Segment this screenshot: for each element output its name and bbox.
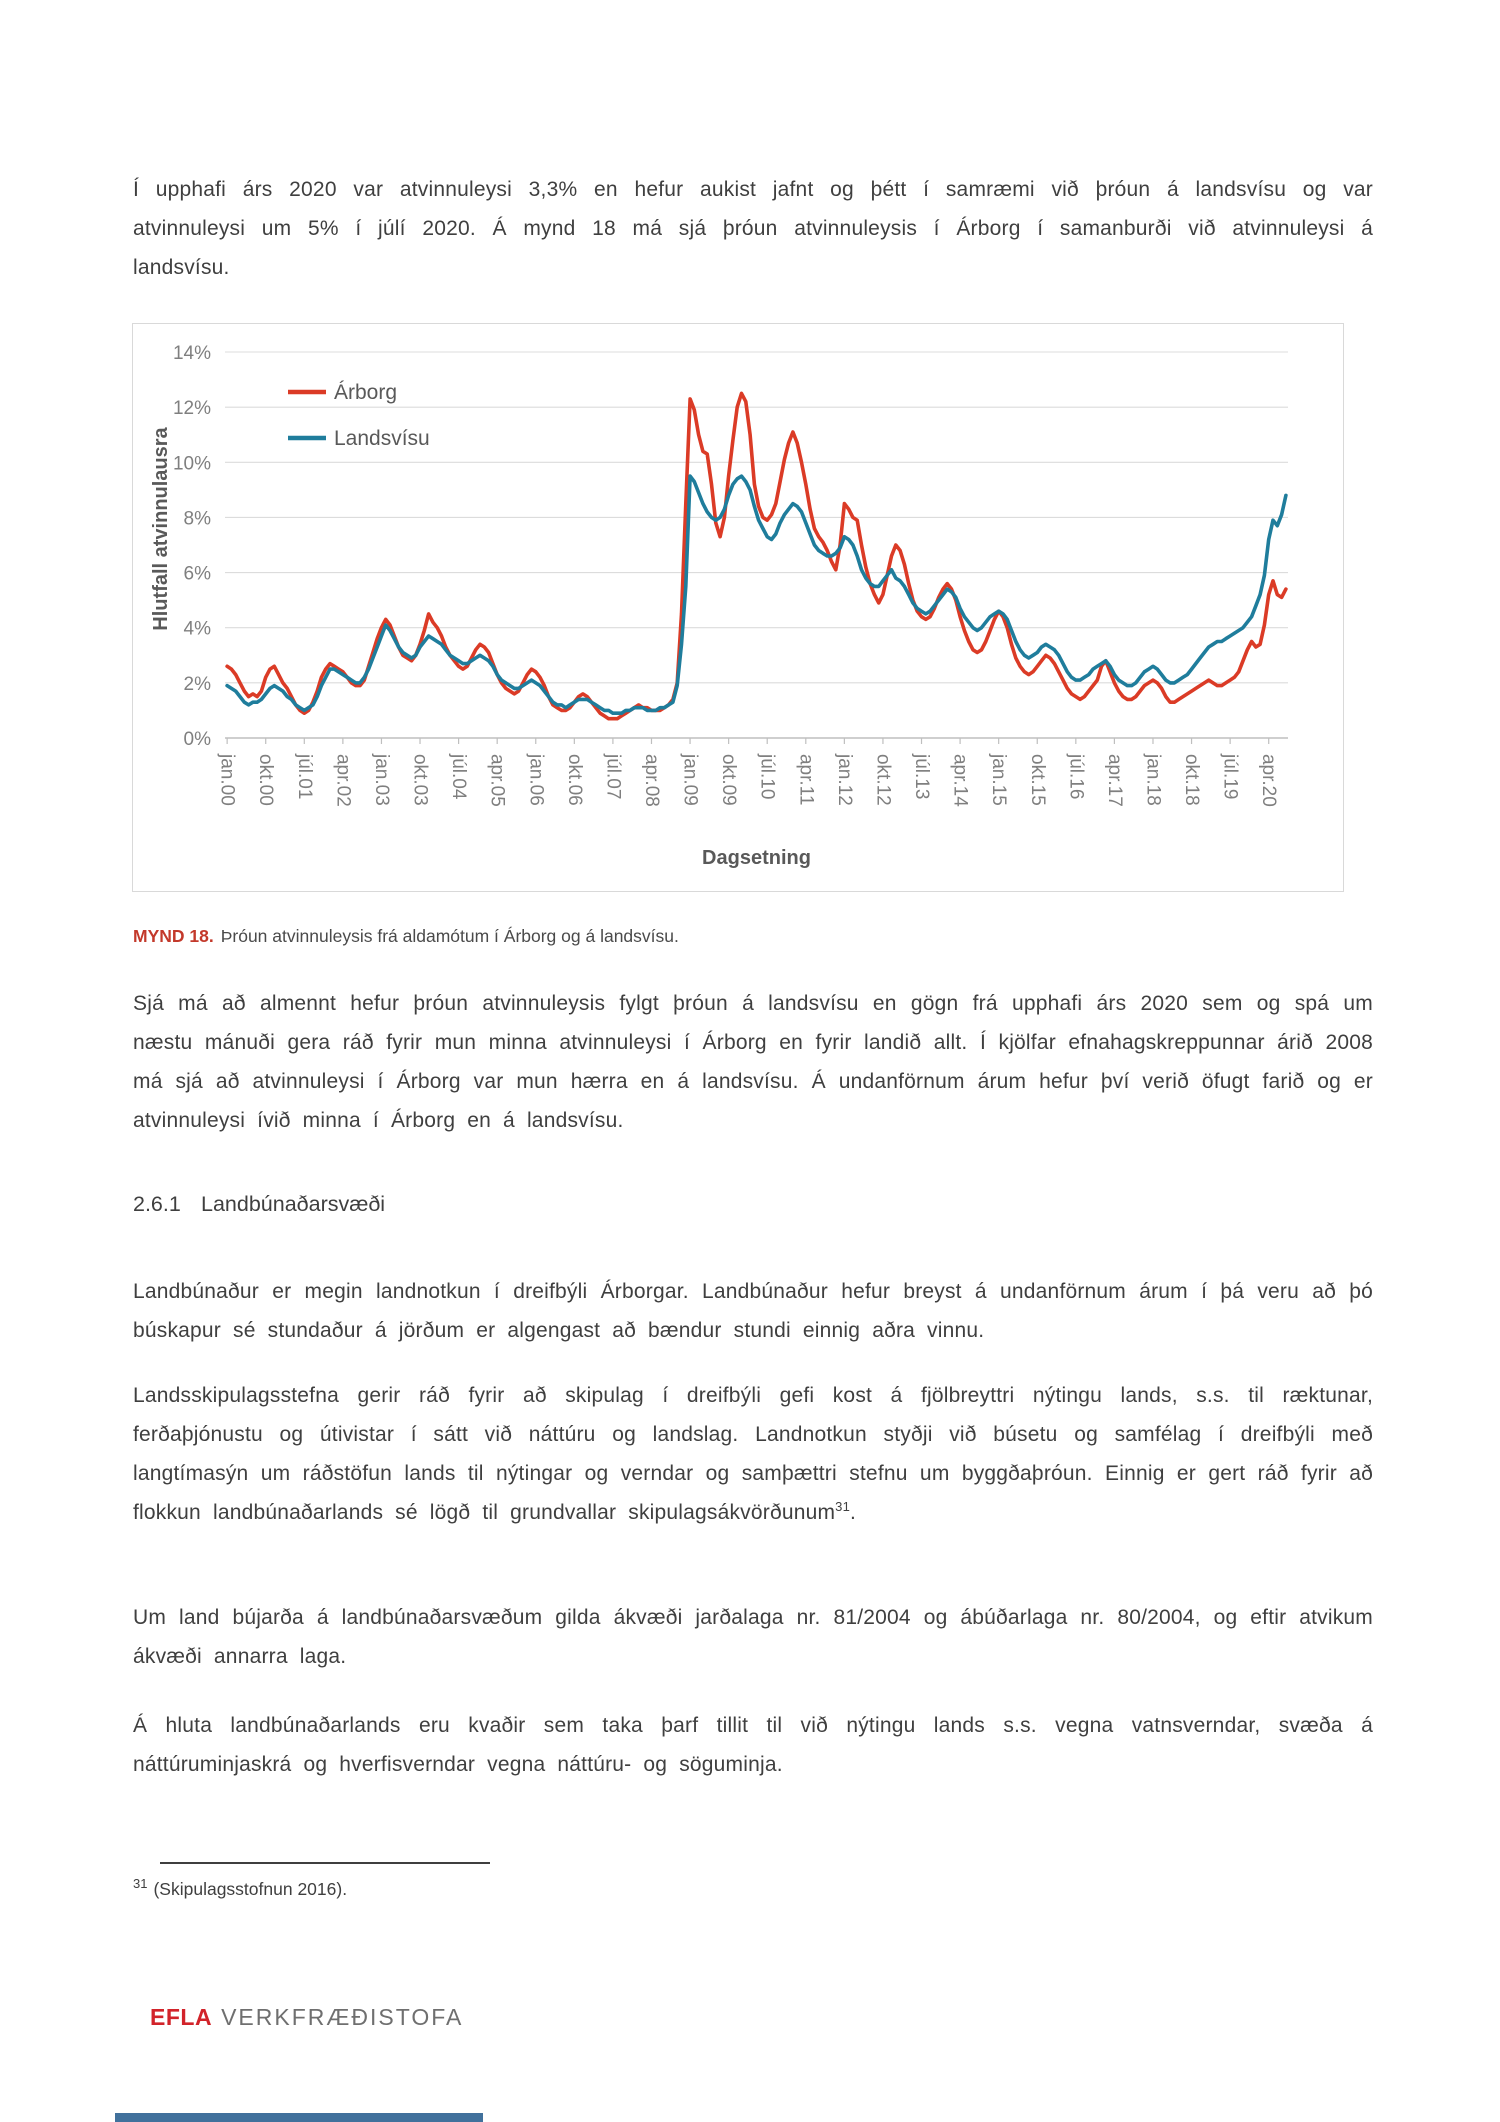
svg-text:okt.06: okt.06 [563,754,585,806]
svg-text:júl.19: júl.19 [1219,754,1241,800]
footnote-number: 31 [133,1876,148,1892]
svg-text:apr.14: apr.14 [949,754,971,807]
svg-text:júl.07: júl.07 [602,754,624,800]
svg-text:okt.00: okt.00 [255,754,277,806]
svg-text:6%: 6% [183,563,211,585]
agriculture-paragraph-2-text: Landsskipulagsstefna gerir ráð fyrir að skipulag í dreifbýli gefi kost á fjölbreyttri nýtingu lands, s.s. til ræktunar, ferðaþjónustu og útivistar í sátt við náttúru og landslag. Landnotkun styðji við búsetu og samfélag í dreifbýli með langtímasýn um ráðstöfun lands til nýtingar og verndar og samþættri stefnu um byggðaþróun. Einnig er gert ráð fyrir að flokkun landbúnaðarlands sé lögð til grundvallar skipulagsákvörðunum [133,1384,1373,1524]
svg-text:jan.12: jan.12 [833,754,855,806]
agriculture-paragraph-4: Á hluta landbúnaðarlands eru kvaðir sem taka þarf tillit til við nýtingu lands s.s. vegna vatnsverndar, svæða á náttúruminjaskrá og hverfisverndar vegna náttúru- og söguminja. [133,1714,1373,1776]
footnote [133,1876,1373,1902]
svg-text:jan.18: jan.18 [1142,754,1164,806]
svg-text:okt.15: okt.15 [1026,754,1048,806]
svg-text:okt.03: okt.03 [409,754,431,806]
figure-18-chart [132,323,1344,892]
figure-caption-text: Þróun atvinnuleysis frá aldamótum í Árborg og á landsvísu. [220,926,679,946]
svg-text:júl.04: júl.04 [448,754,470,800]
svg-text:apr.20: apr.20 [1258,754,1280,807]
intro-paragraph: Í upphafi árs 2020 var atvinnuleysi 3,3% en hefur aukist jafnt og þétt í samræmi við þróun á landsvísu og var atvinnuleysi um 5% í júlí 2020. Á mynd 18 má sjá þróun atvinnuleysis í Árborg í samanburði við atvinnuleysi á landsvísu. [133,178,1373,279]
svg-text:Dagsetning: Dagsetning [702,847,811,869]
svg-text:4%: 4% [183,618,211,640]
svg-text:okt.09: okt.09 [718,754,740,806]
svg-text:jan.03: jan.03 [370,754,392,806]
svg-text:8%: 8% [183,508,211,530]
svg-text:jan.15: jan.15 [988,754,1010,806]
svg-text:0%: 0% [183,729,211,750]
svg-text:jan.06: jan.06 [525,754,547,806]
analysis-paragraph: Sjá má að almennt hefur þróun atvinnuleysis fylgt þróun á landsvísu en gögn frá upphafi árs 2020 sem og spá um næstu mánuði gera ráð fyrir mun minna atvinnuleysi í Árborg en fyrir landið allt. Í kjölfar efnahagskreppunnar árið 2008 má sjá að atvinnuleysi í Árborg var mun hærra en á landsvísu. Á undanförnum árum hefur því verið öfugt farið og er atvinnuleysi ívið minna í Árborg en á landsvísu. [133,992,1373,1132]
figure-caption-label: MYND 18. [133,926,214,946]
efla-logo-wordmark: EFLA [150,2004,213,2030]
svg-text:júl.10: júl.10 [756,754,778,800]
svg-text:jan.09: jan.09 [679,754,701,806]
footer-accent-bar [115,2113,483,2122]
efla-logo [150,2004,463,2031]
svg-text:Landsvísu: Landsvísu [334,427,430,450]
svg-text:Árborg: Árborg [334,381,398,404]
unemployment-line-chart [133,324,1343,891]
agriculture-paragraph-2 [133,1376,1373,1532]
svg-text:12%: 12% [172,398,211,420]
svg-text:okt.18: okt.18 [1181,754,1203,806]
svg-text:2%: 2% [183,673,211,695]
svg-text:14%: 14% [172,343,211,364]
svg-text:apr.05: apr.05 [486,754,508,807]
footnote-reference-mark: 31 [835,1499,851,1514]
figure-caption [133,924,1373,948]
footnote-separator [160,1862,490,1864]
efla-logo-subtitle: VERKFRÆÐISTOFA [221,2004,464,2030]
svg-text:10%: 10% [172,453,211,475]
agriculture-paragraph-3: Um land bújarða á landbúnaðarsvæðum gilda ákvæði jarðalaga nr. 81/2004 og ábúðarlaga nr. 80/2004, og eftir atvikum ákvæði annarra laga. [133,1606,1373,1668]
section-heading-text: Landbúnaðarsvæði [201,1192,386,1216]
section-heading-number: 2.6.1 [133,1192,181,1216]
section-heading [133,1192,1373,1217]
footnote-text: (Skipulagsstofnun 2016). [153,1879,348,1899]
agriculture-paragraph-1: Landbúnaður er megin landnotkun í dreifbýli Árborgar. Landbúnaður hefur breyst á undanförnum árum í þá veru að þó búskapur sé stundaður á jörðum er algengast að bændur stundi einnig aðra vinnu. [133,1280,1373,1342]
svg-text:okt.12: okt.12 [872,754,894,806]
svg-text:júl.13: júl.13 [911,754,933,800]
svg-text:apr.17: apr.17 [1103,754,1125,807]
svg-text:apr.11: apr.11 [795,754,817,806]
svg-text:Hlutfall atvinnulausra: Hlutfall atvinnulausra [150,427,172,631]
svg-text:júl.01: júl.01 [293,754,315,800]
agriculture-paragraph-2-period: . [850,1501,857,1524]
svg-text:jan.00: jan.00 [216,754,238,806]
svg-text:apr.08: apr.08 [640,754,662,807]
svg-text:apr.02: apr.02 [332,754,354,807]
svg-text:júl.16: júl.16 [1065,754,1087,800]
